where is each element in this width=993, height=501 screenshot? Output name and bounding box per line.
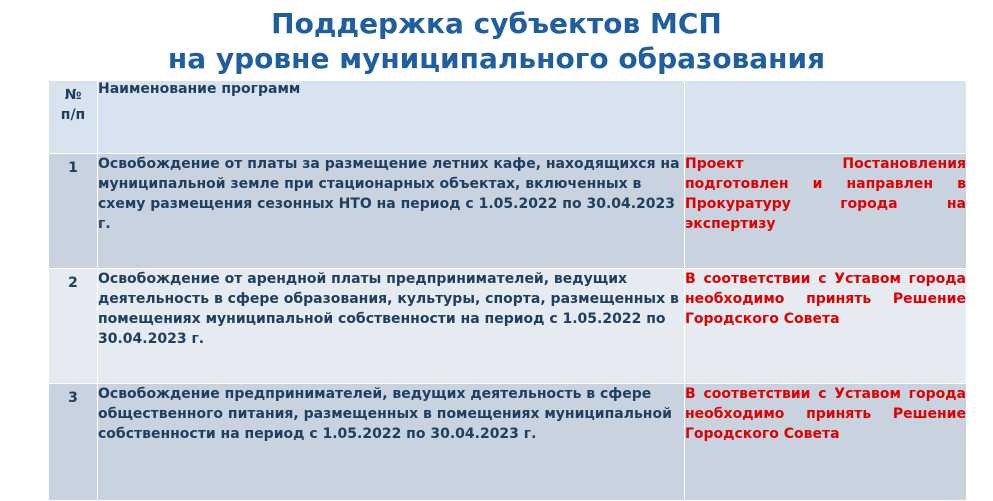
table-row: [49, 384, 967, 501]
row-program: Освобождение от арендной платы предпринимателей, ведущих деятельность в сфере образования, культуры, спорта, размещенных в помещениях муниципальной собственности на период с 1.05.2022 по 30.04.2023 г.: [98, 269, 685, 384]
table-header-row: [49, 81, 967, 154]
header-number: [49, 81, 98, 154]
header-number-line1: №: [64, 87, 82, 103]
row-status: Проект Постановления подготовлен и направлен в Прокуратуру города на экспертизу: [685, 154, 967, 269]
row-status: В соответствии с Уставом города необходимо принять Решение Городского Совета: [685, 384, 967, 501]
programs-table: [48, 80, 967, 501]
row-program: Освобождение предпринимателей, ведущих деятельность в сфере общественного питания, размещенных в помещениях муниципальной собственности на период с 1.05.2022 по 30.04.2023 г.: [98, 384, 685, 501]
row-number: 1: [49, 154, 98, 269]
row-number: 2: [49, 269, 98, 384]
header-status: [685, 81, 967, 154]
title-line-2: на уровне муниципального образования: [167, 42, 826, 75]
table-row: [49, 154, 967, 269]
header-program-name: Наименование программ: [98, 81, 685, 154]
header-number-line2: п/п: [60, 107, 86, 123]
row-program: Освобождение от платы за размещение летних кафе, находящихся на муниципальной земле при стационарных объектах, включенных в схему размещения сезонных НТО на период с 1.05.2022 по 30.04.2023 г.: [98, 154, 685, 269]
title-line-1: Поддержка субъектов МСП: [271, 7, 722, 40]
page-title: [0, 6, 993, 76]
table-row: [49, 269, 967, 384]
row-number: 3: [49, 384, 98, 501]
row-status: В соответствии с Уставом города необходимо принять Решение Городского Совета: [685, 269, 967, 384]
